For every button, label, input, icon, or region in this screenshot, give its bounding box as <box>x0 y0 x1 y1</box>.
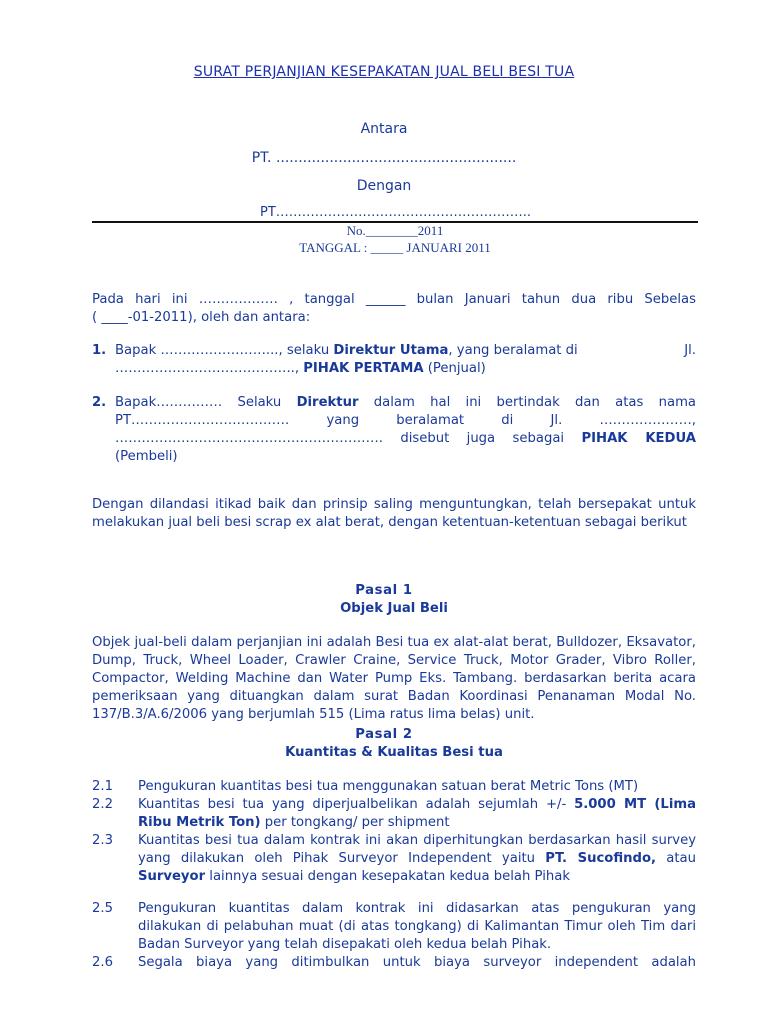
consideration-paragraph: Dengan dilandasi itikad baik dan prinsip saling menguntungkan, telah bersepakat untuk melakukan jual beli besi scrap ex alat berat, dengan ketentuan-ketentuan sebagai berikut <box>92 497 696 530</box>
party-two-item <box>92 394 696 466</box>
clause-number: 2.6 <box>92 955 113 970</box>
party-one-designation: PIHAK PERTAMA <box>303 361 424 376</box>
party-one-number: 1. <box>92 343 107 358</box>
party-one-role: Direktur Utama <box>333 343 449 358</box>
clause-number: 2.1 <box>92 779 113 794</box>
party-one-item <box>92 342 696 378</box>
party-two-number: 2. <box>92 395 107 410</box>
document-number: No.________2011 <box>346 223 444 238</box>
clause-2-3-surveyor: Surveyor <box>138 869 206 884</box>
pasal-1-title: Objek Jual Beli <box>340 601 448 616</box>
party-one-address-label: , yang beralamat di <box>448 343 578 358</box>
party-two-capacity: dalam hal ini bertindak dan atas nama <box>358 395 697 410</box>
clause-number: 2.5 <box>92 901 113 916</box>
intro-line-2: ( ____-01-2011), oleh dan antara: <box>92 310 311 325</box>
clause-2-2-text: Kuantitas besi tua yang diperjualbelikan adalah sejumlah +/- <box>138 797 575 812</box>
intro-paragraph <box>92 291 696 327</box>
clause-2-5 <box>92 900 696 954</box>
pasal-1-text: Objek jual-beli dalam perjanjian ini adalah Besi tua ex alat-alat berat, Bulldozer, Eksavator, Dump, Truck, Wheel Loader, Crawler Craine, Service Truck, Motor Grader, Vibro Roller, Compactor, Welding Machine dan Water Pump Eks. Tambang. berdasarkan berita acara pemeriksaan yang dituangkan dalam surat Badan Koordinasi Penanaman Modal No. 137/B.3/A.6/2006 yang berjumlah 515 (Lima ratus lima belas) unit. <box>92 635 696 722</box>
clause-2-6 <box>92 954 696 972</box>
clause-2-2 <box>92 796 696 832</box>
pasal-2-title: Kuantitas & Kualitas Besi tua <box>285 745 503 760</box>
pasal-1-heading: Pasal 1 <box>355 583 413 598</box>
clause-2-3-text: Kuantitas besi tua dalam kontrak ini akan diperhitungkan berdasarkan hasil survey yang dilakukan oleh Pihak Surveyor Independent yaitu <box>138 833 696 866</box>
party-two-name: Bapak…………… Selaku <box>115 395 297 410</box>
party-two-address-cont: ……………………………………………………. disebut juga sebagai <box>115 431 582 446</box>
clause-text: Pengukuran kuantitas besi tua menggunakan satuan berat Metric Tons (MT) <box>138 779 639 794</box>
document-date: TANGGAL : _____ JANUARI 2011 <box>299 240 491 255</box>
clause-number: 2.3 <box>92 833 113 848</box>
clause-text <box>138 796 696 832</box>
clause-text: Pengukuran kuantitas dalam kontrak ini didasarkan atas pengukuran yang dilakukan di pelabuhan muat (di atas tongkang) di Kalimantan Timur oleh Tim dari Badan Surveyor yang telah disepakati oleh kedua belah Pihak. <box>138 901 696 952</box>
party-two-role-note: (Pembeli) <box>115 449 178 464</box>
clause-2-3 <box>92 832 696 886</box>
intro-line-1: Pada hari ini ……………… , tanggal ______ bulan Januari tahun dua ribu Sebelas <box>92 292 696 307</box>
clause-2-3-surveyor-company: PT. Sucofindo, <box>545 851 657 866</box>
dengan-label: Dengan <box>356 178 412 194</box>
second-party-company: PT………………………………………………….. <box>260 205 532 220</box>
antara-label: Antara <box>360 121 408 137</box>
clause-text: Segala biaya yang ditimbulkan untuk biaya surveyor independent adalah <box>138 955 696 970</box>
party-two-address: PT……………………………… yang beralamat di Jl. …………………, <box>115 413 696 428</box>
party-one-address: ………………………………….., <box>115 361 304 376</box>
party-two-role: Direktur <box>296 395 359 410</box>
party-one-name: Bapak ……………………..., selaku <box>115 343 334 358</box>
party-one-street: Jl. <box>684 343 696 358</box>
pasal-2-heading: Pasal 2 <box>355 727 413 742</box>
clause-text <box>138 832 696 886</box>
clause-number: 2.2 <box>92 797 113 812</box>
first-party-company: PT. ...................................................... <box>251 150 517 166</box>
party-two-designation: PIHAK KEDUA <box>581 431 696 446</box>
document-title: SURAT PERJANJIAN KESEPAKATAN JUAL BELI BESI TUA <box>193 64 575 80</box>
clause-2-3-text-end: lainnya sesuai dengan kesepakatan kedua belah Pihak <box>205 869 570 884</box>
clause-2-2-quantity: 5.000 MT (Lima Ribu Metrik Ton) <box>138 797 696 830</box>
party-one-role-note: (Penjual) <box>423 361 486 376</box>
clause-2-1 <box>92 778 696 796</box>
clause-2-2-unit: per tongkang/ per shipment <box>260 815 450 830</box>
clause-2-3-or: atau <box>656 851 696 866</box>
